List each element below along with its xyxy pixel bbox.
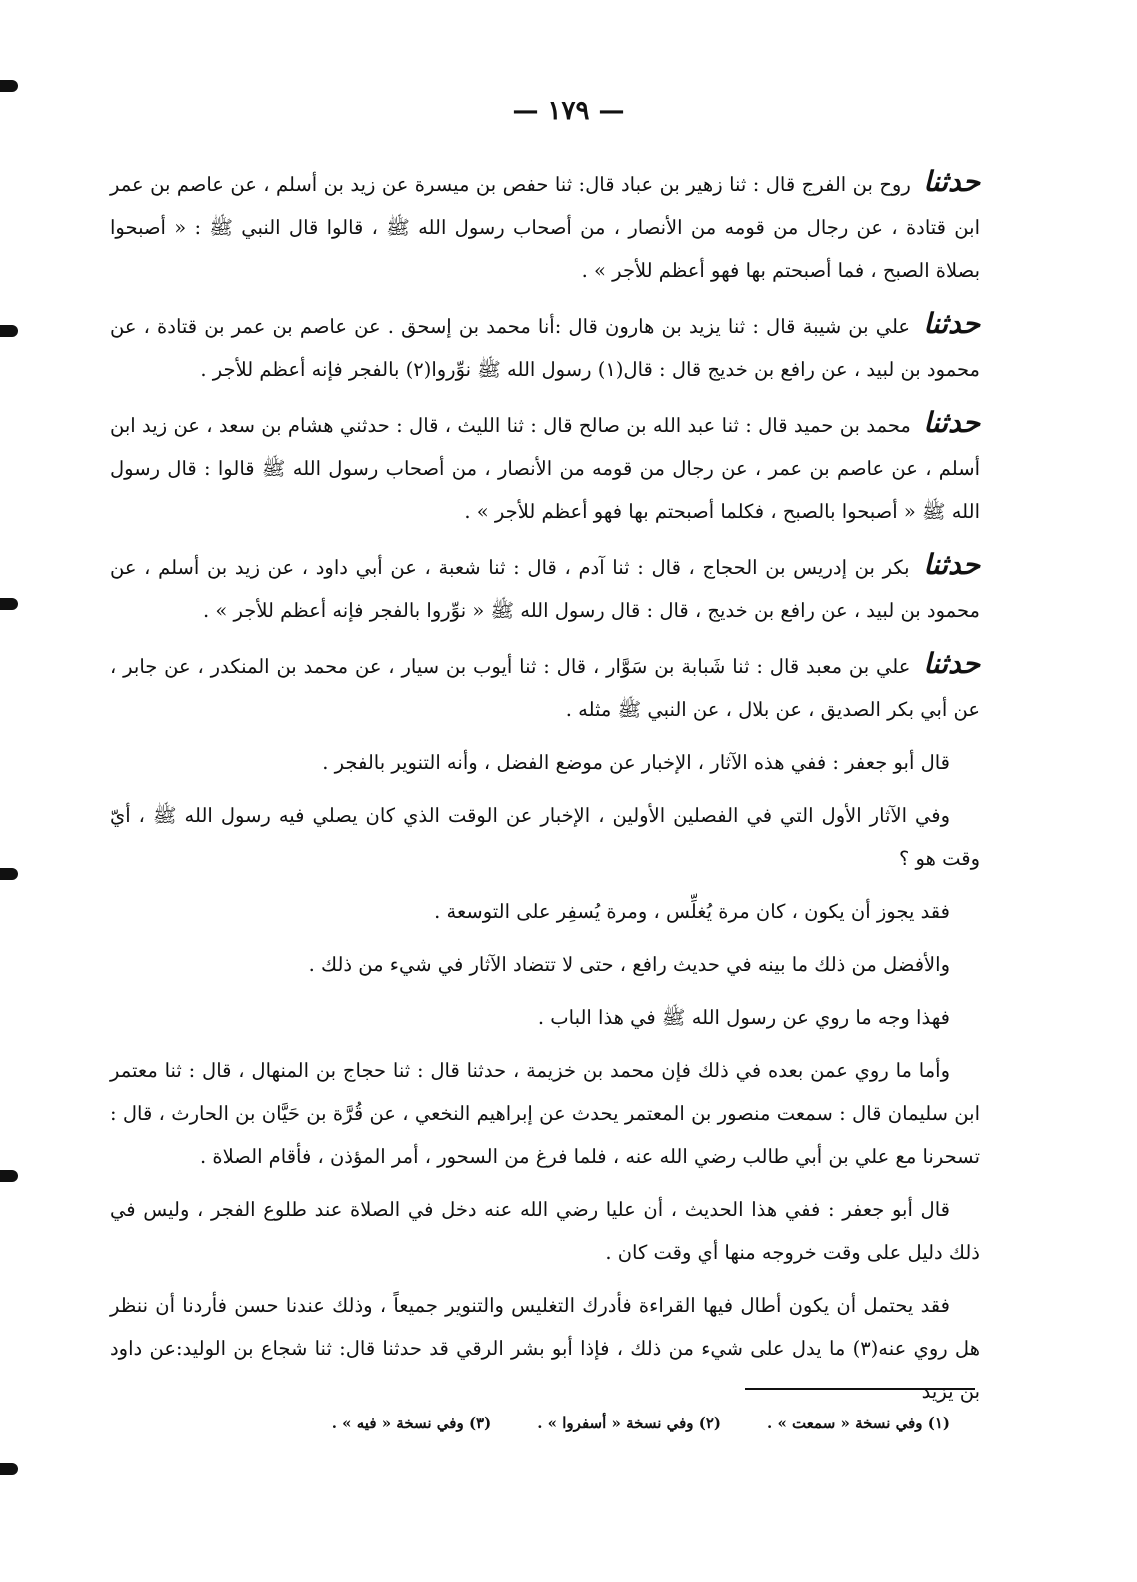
paragraph-text: قال أبو جعفر : ففي هذا الحديث ، أن عليا رضي الله عنه دخل في الصلاة عند طلوع الفجر ، وليس في ذلك دليل على وقت خروجه منها أي وقت كان .	[110, 1198, 980, 1264]
paragraph-text: قال أبو جعفر : ففي هذه الآثار ، الإخبار عن موضع الفضل ، وأنه التنوير بالفجر .	[322, 751, 950, 774]
hadith-lead: حدثنا	[923, 307, 981, 340]
hadith-lead: حدثنا	[923, 647, 980, 680]
margin-mark	[0, 1170, 18, 1182]
paragraph-text: فقد يجوز أن يكون ، كان مرة يُغلِّس ، ومرة يُسفِر على التوسعة .	[434, 900, 950, 923]
footnote-divider	[745, 1388, 975, 1390]
paragraph	[110, 160, 980, 292]
paragraph-text: علي بن معبد قال : ثنا شَبابة بن سَوَّار ، قال : ثنا أيوب بن سيار ، عن محمد بن المنكدر ، عن جابر ، عن أبي بكر الصديق ، عن بلال ، عن النبي ﷺ مثله .	[110, 655, 980, 721]
paragraph-text: بكر بن إدريس بن الحجاج ، قال : ثنا آدم ، قال : ثنا شعبة ، عن أبي داود ، عن زيد بن أسلم ، عن محمود بن لبيد ، عن رافع بن خديج ، قال : قال رسول الله ﷺ « نوِّروا بالفجر فإنه أعظم للأجر » .	[110, 556, 980, 622]
paragraph	[110, 401, 980, 533]
margin-mark	[0, 325, 18, 337]
paragraph	[110, 302, 980, 391]
paragraph	[110, 943, 980, 986]
paragraph	[110, 996, 980, 1039]
paragraph	[110, 543, 980, 632]
paragraph-text: روح بن الفرج قال : ثنا زهير بن عباد قال: ثنا حفص بن ميسرة عن زيد بن أسلم ، عن عاصم بن عمر ابن قتادة ، عن رجال من قومه من الأنصار ، من أصحاب رسول الله ﷺ ، قالوا قال النبي ﷺ : « أصبحوا بصلاة الصبح ، فما أصبحتم بها فهو أعظم للأجر » .	[110, 173, 980, 282]
paragraph	[110, 1284, 980, 1413]
paragraph	[110, 1188, 980, 1274]
margin-mark	[0, 80, 18, 92]
main-text	[110, 160, 980, 1423]
footnote: (٣) وفي نسخة « فيه » .	[331, 1414, 492, 1432]
paragraph	[110, 794, 980, 880]
footnotes	[180, 1414, 950, 1432]
hadith-lead: حدثنا	[923, 165, 980, 198]
footnote: (١) وفي نسخة « سمعت » .	[767, 1414, 950, 1432]
margin-mark	[0, 868, 18, 880]
hadith-lead: حدثنا	[923, 406, 981, 439]
paragraph-text: فهذا وجه ما روي عن رسول الله ﷺ في هذا الباب .	[537, 1006, 950, 1029]
footnote: (٢) وفي نسخة « أسفروا » .	[537, 1414, 722, 1432]
paragraph	[110, 1049, 980, 1178]
paragraph-text: والأفضل من ذلك ما بينه في حديث رافع ، حتى لا تتضاد الآثار في شيء من ذلك .	[308, 953, 950, 976]
paragraph	[110, 890, 980, 933]
paragraph-text: فقد يحتمل أن يكون أطال فيها القراءة فأدرك التغليس والتنوير جميعاً ، وذلك عندنا حسن فأردنا أن ننظر هل روي عنه(٣) ما يدل على شيء من ذلك ، فإذا أبو بشر الرقي قد حدثنا قال: ثنا شجاع بن الوليد:عن داود بن يزيد	[110, 1294, 980, 1403]
paragraph-text: وفي الآثار الأول التي في الفصلين الأولين ، الإخبار عن الوقت الذي كان يصلي فيه رسول الله ﷺ ، أيّ وقت هو ؟	[110, 804, 980, 870]
page-number: — ١٧٩ —	[512, 96, 625, 126]
paragraph-text: علي بن شيبة قال : ثنا يزيد بن هارون قال :أنا محمد بن إسحق . عن عاصم بن عمر بن قتادة ، عن محمود بن لبيد ، عن رافع بن خديج قال : قال(١) رسول الله ﷺ نوِّروا(٢) بالفجر فإنه أعظم للأجر .	[110, 315, 980, 381]
paragraph	[110, 642, 980, 731]
paragraph-text: وأما ما روي عمن بعده في ذلك فإن محمد بن خزيمة ، حدثنا قال : ثنا حجاج بن المنهال ، قال : ثنا معتمر ابن سليمان قال : سمعت منصور بن المعتمر يحدث عن إبراهيم النخعي ، عن قُرَّة بن حَيَّان بن الحارث ، قال : تسحرنا مع علي بن أبي طالب رضي الله عنه ، فلما فرغ من السحور ، أمر المؤذن ، فأقام الصلاة .	[110, 1059, 980, 1168]
paragraph	[110, 741, 980, 784]
paragraph-text: محمد بن حميد قال : ثنا عبد الله بن صالح قال : ثنا الليث ، قال : حدثني هشام بن سعد ، عن زيد ابن أسلم ، عن عاصم بن عمر ، عن رجال من قومه من الأنصار ، من أصحاب رسول الله ﷺ قالوا : قال رسول الله ﷺ « أصبحوا بالصبح ، فكلما أصبحتم بها فهو أعظم للأجر » .	[110, 414, 980, 523]
hadith-lead: حدثنا	[923, 548, 980, 581]
margin-mark	[0, 1463, 18, 1475]
margin-mark	[0, 598, 18, 610]
